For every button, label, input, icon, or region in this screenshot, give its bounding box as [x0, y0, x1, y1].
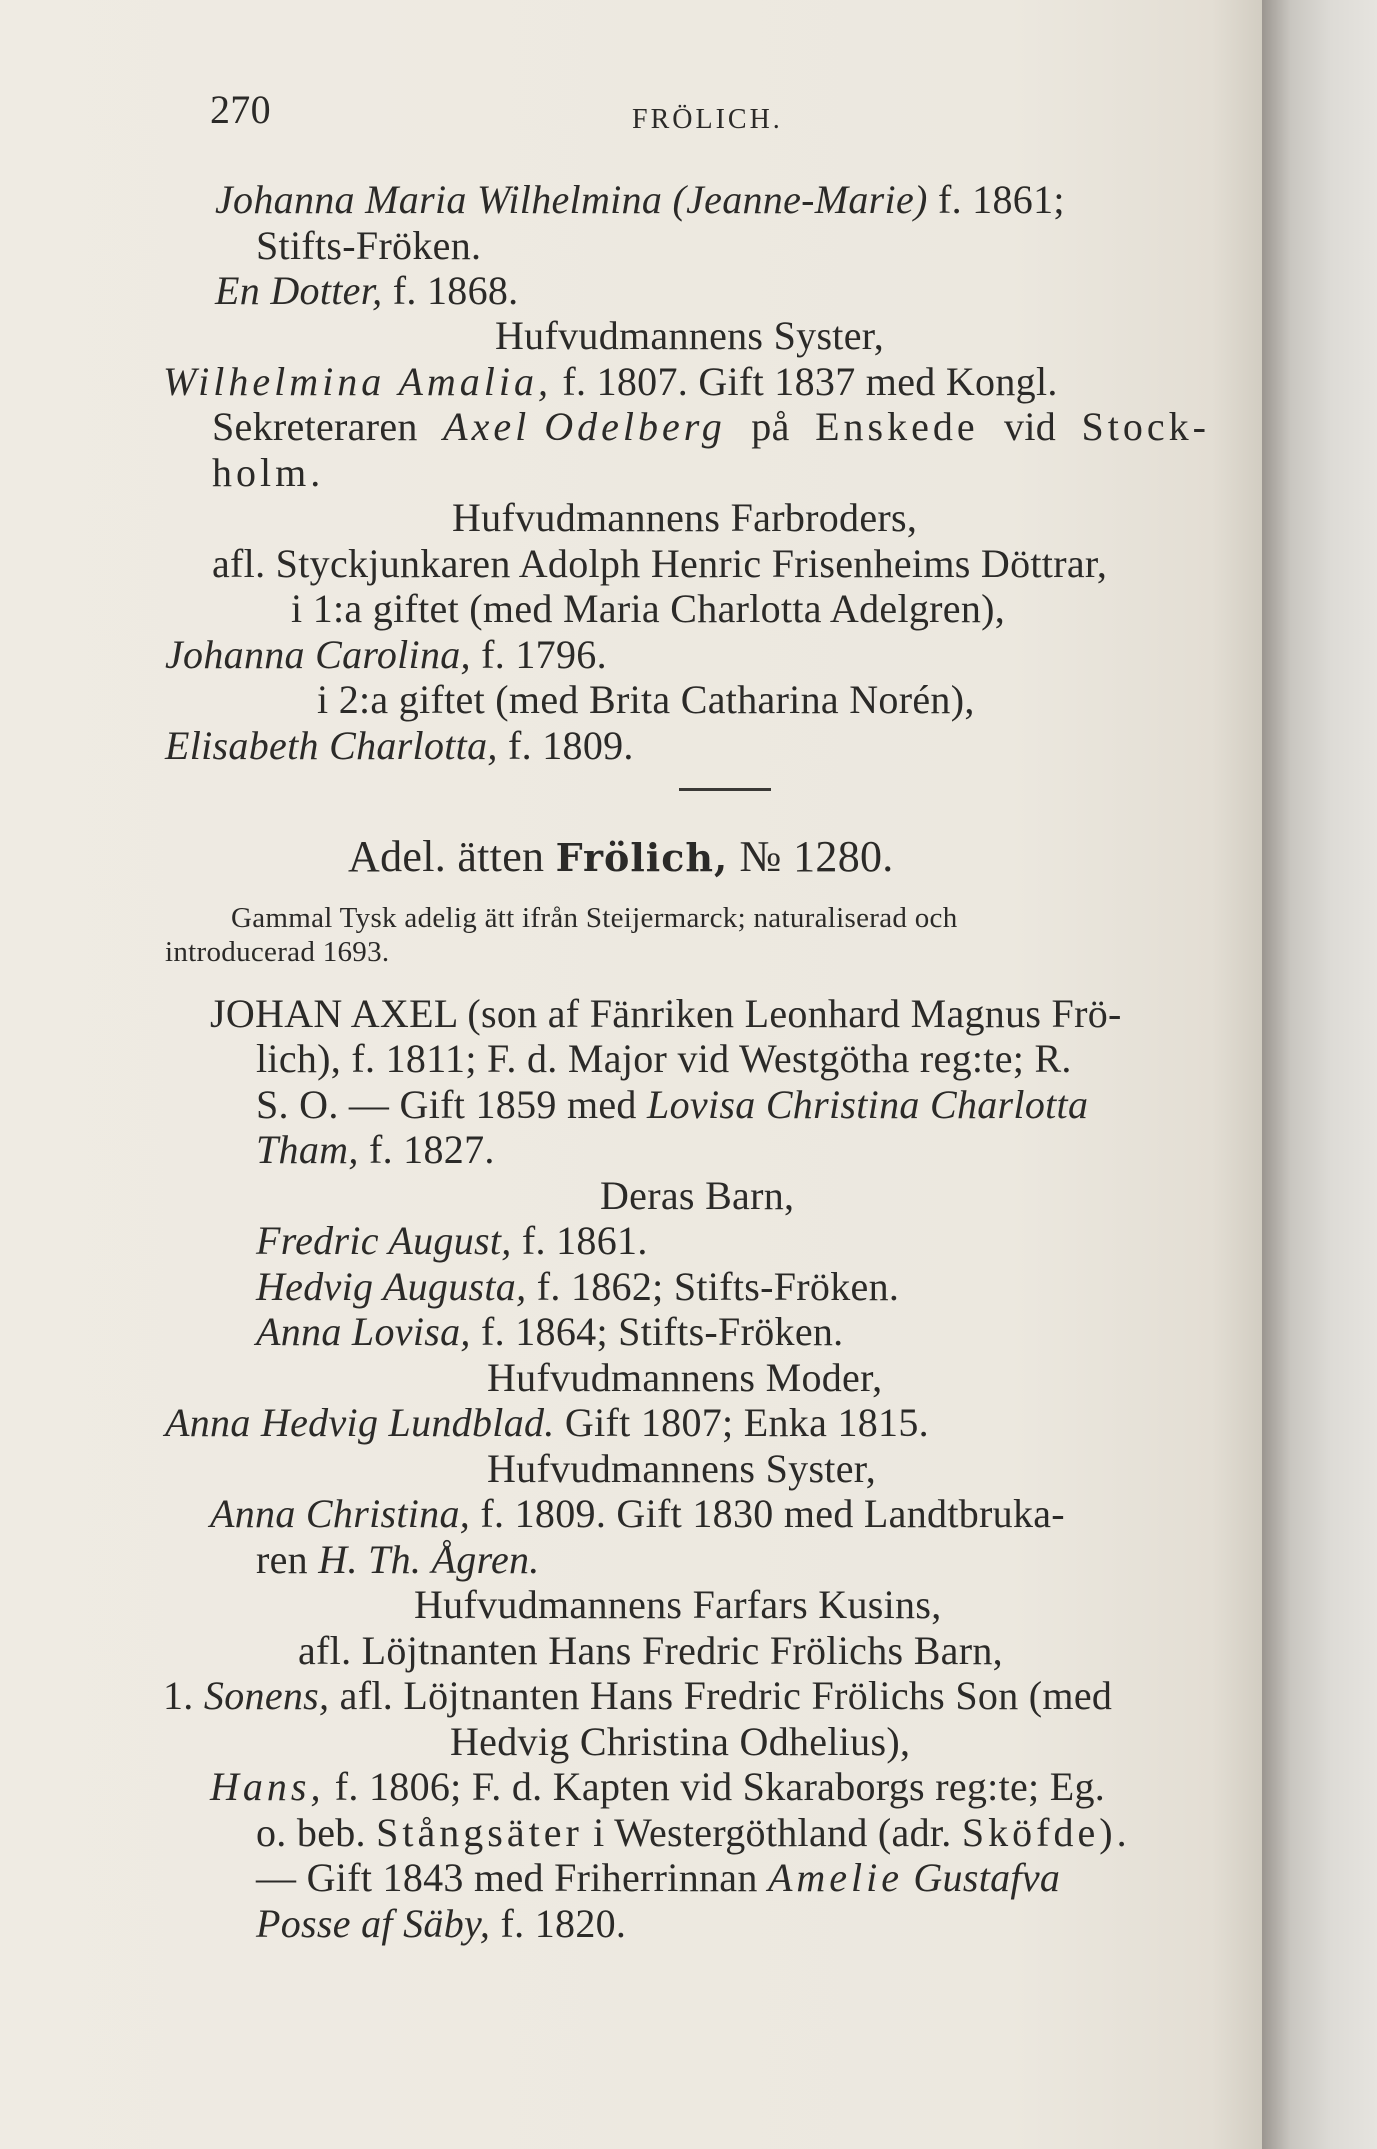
text-line: lich), f. 1811; F. d. Major vid Westgötha reg:te; R.	[256, 1036, 1072, 1081]
text-line: Anna Hedvig Lundblad. Gift 1807; Enka 1815.	[165, 1400, 929, 1445]
text-line: JOHAN AXEL (son af Fänriken Leonhard Magnus Frö-	[210, 991, 1122, 1036]
text-line: Hedvig Augusta, f. 1862; Stifts-Fröken.	[256, 1264, 900, 1309]
running-title: FRÖLICH.	[632, 104, 783, 135]
text-line: i 1:a giftet (med Maria Charlotta Adelgren),	[291, 586, 1006, 631]
text-line: — Gift 1843 med Friherrinnan Amelie Gustafva	[256, 1855, 1061, 1900]
text-line: Johanna Carolina, f. 1796.	[165, 632, 607, 677]
text-line: 1. Sonens, afl. Löjtnanten Hans Fredric Frölichs Son (med	[163, 1673, 1113, 1718]
section-heading: Hufvudmannens Farfars Kusins,	[414, 1582, 942, 1627]
section-heading: Hufvudmannens Syster,	[487, 1446, 877, 1491]
text-line: Sekreteraren Axel Odelberg på Enskede vid Stock-	[212, 404, 1210, 449]
text-line: Anna Christina, f. 1809. Gift 1830 med Landtbruka-	[210, 1491, 1065, 1536]
text-line: Anna Lovisa, f. 1864; Stifts-Fröken.	[256, 1309, 844, 1354]
text-line: afl. Löjtnanten Hans Fredric Frölichs Barn,	[298, 1628, 1003, 1673]
section-heading: Deras Barn,	[600, 1173, 795, 1218]
text-line: Wilhelmina Amalia, f. 1807. Gift 1837 med Kongl.	[163, 359, 1058, 404]
page-number: 270	[210, 87, 271, 132]
intro-text: introducerad 1693.	[165, 936, 390, 968]
text-line: Hans, f. 1806; F. d. Kapten vid Skaraborgs reg:te; Eg.	[210, 1764, 1106, 1809]
text-line: S. O. — Gift 1859 med Lovisa Christina Charlotta	[256, 1082, 1089, 1127]
text-line: holm.	[212, 450, 325, 495]
text-line: i 2:a giftet (med Brita Catharina Norén),	[317, 677, 975, 722]
text-line: Johanna Maria Wilhelmina (Jeanne-Marie) f. 1861;	[215, 177, 1065, 222]
divider-rule	[679, 788, 771, 791]
text-line: Tham, f. 1827.	[256, 1127, 495, 1172]
text-line: afl. Styckjunkaren Adolph Henric Frisenheims Döttrar,	[212, 541, 1108, 586]
text-line: Stifts-Fröken.	[256, 223, 482, 268]
text-line: Elisabeth Charlotta, f. 1809.	[165, 723, 634, 768]
text-line: En Dotter, f. 1868.	[215, 268, 519, 313]
text-line: o. beb. Stångsäter i Westergöthland (adr. Sköfde).	[256, 1810, 1131, 1855]
text-line: Fredric August, f. 1861.	[256, 1218, 648, 1263]
text-line: Hedvig Christina Odhelius),	[450, 1719, 911, 1764]
section-heading: Hufvudmannens Syster,	[495, 313, 885, 358]
intro-text: Gammal Tysk adelig ätt ifrån Steijermarck; naturaliserad och	[231, 902, 958, 934]
text-line: Posse af Säby, f. 1820.	[256, 1901, 627, 1946]
page-edge	[1262, 0, 1377, 2149]
section-heading: Hufvudmannens Farbroders,	[452, 495, 918, 540]
family-heading: Adel. ätten Frölich, № 1280.	[348, 832, 894, 881]
text-line: ren H. Th. Ågren.	[256, 1537, 540, 1582]
section-heading: Hufvudmannens Moder,	[487, 1355, 883, 1400]
